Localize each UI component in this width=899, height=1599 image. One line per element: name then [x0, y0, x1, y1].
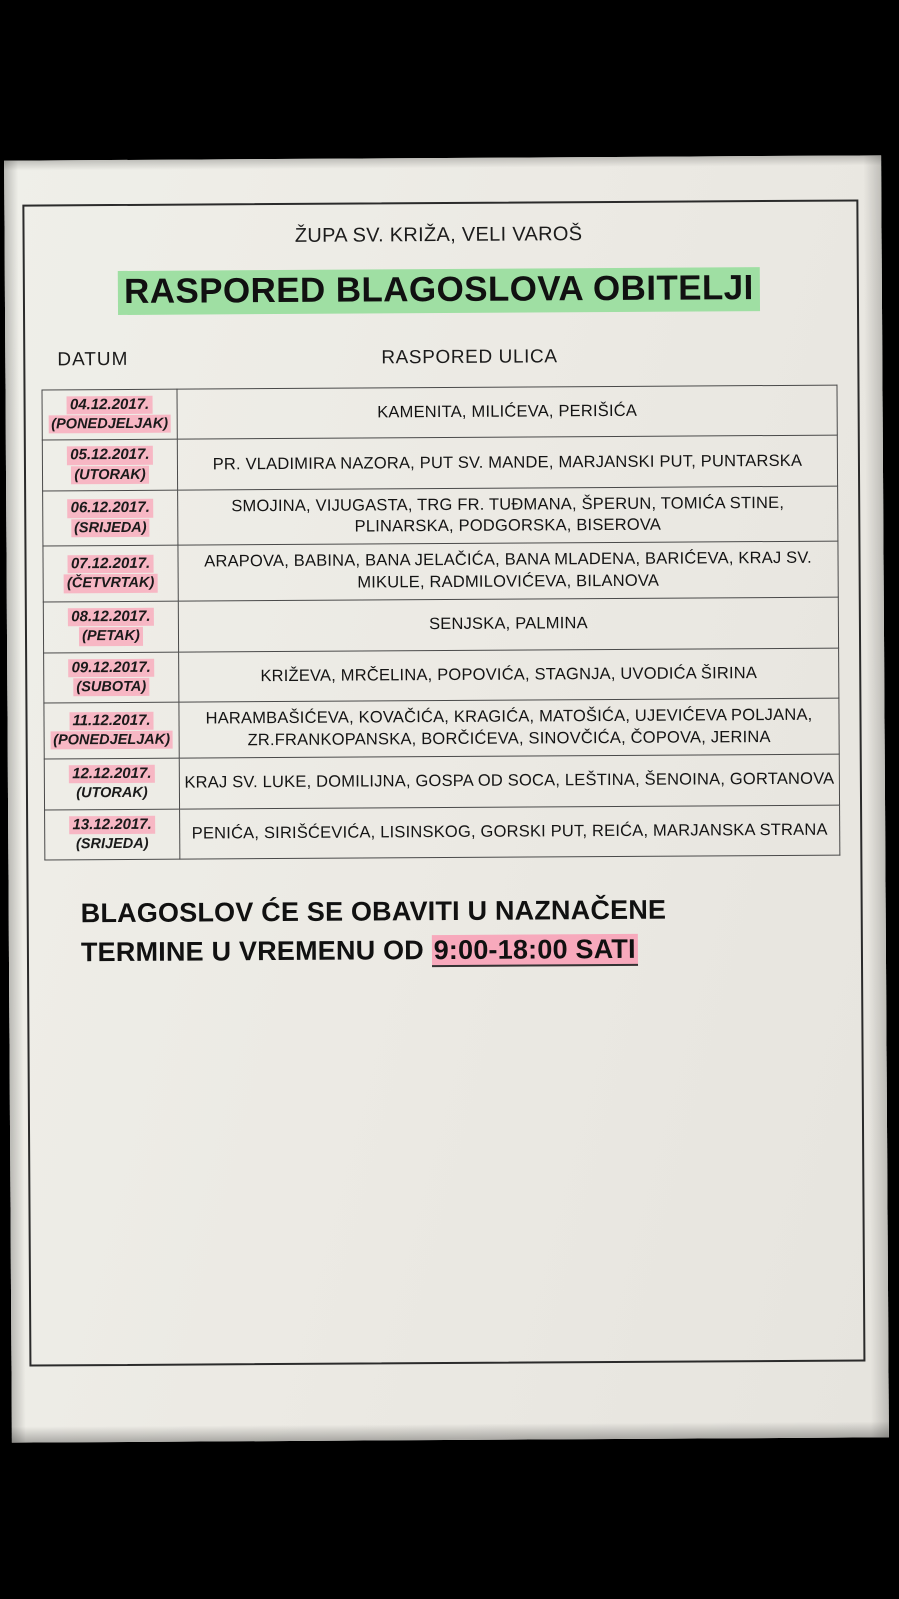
- streets-cell: KAMENITA, MILIĆEVA, PERIŠIĆA: [177, 385, 837, 440]
- date-value: 05.12.2017.: [67, 446, 152, 465]
- date-cell: [43, 546, 178, 602]
- date-cell: [43, 490, 178, 546]
- date-value: 08.12.2017.: [68, 607, 153, 626]
- weekday-value: (UTORAK): [71, 466, 149, 485]
- weekday-value: (SRIJEDA): [75, 836, 149, 853]
- table-row: [44, 699, 839, 759]
- parish-heading: ŽUPA SV. KRIŽA, VELI VAROŠ: [294, 223, 583, 247]
- weekday-value: (UTORAK): [76, 785, 148, 802]
- footer-line-2-prefix: TERMINE U VREMENU OD: [80, 934, 432, 967]
- streets-cell: PR. VLADIMIRA NAZORA, PUT SV. MANDE, MARJANSKI PUT, PUNTARSKA: [177, 435, 837, 490]
- column-header-date: DATUM: [57, 348, 129, 370]
- blessing-time-range: 9:00-18:00 SATI: [432, 934, 638, 967]
- date-cell: [42, 389, 177, 441]
- weekday-value: (SUBOTA): [73, 678, 149, 697]
- date-value: 04.12.2017.: [67, 395, 152, 414]
- date-value: 13.12.2017.: [69, 815, 154, 834]
- weekday-value: (SRIJEDA): [71, 519, 150, 538]
- date-cell: [43, 601, 178, 653]
- table-row: [42, 435, 837, 491]
- weekday-value: (ČETVRTAK): [64, 574, 157, 593]
- weekday-value: (PETAK): [79, 627, 143, 646]
- table-row: [43, 486, 838, 546]
- streets-cell: SENJSKA, PALMINA: [178, 597, 838, 652]
- date-value: 09.12.2017.: [69, 658, 154, 677]
- streets-cell: KRAJ SV. LUKE, DOMILIJNA, GOSPA OD SOCA, LEŠTINA, ŠENOINA, GORTANOVA: [179, 754, 839, 809]
- title-container: [25, 267, 853, 316]
- footer-note: [29, 890, 857, 972]
- document-body: [24, 202, 859, 1361]
- schedule-table: [41, 384, 840, 861]
- column-headers: [25, 336, 853, 385]
- table-row: [43, 542, 838, 602]
- streets-cell: ARAPOVA, BABINA, BANA JELAČIĆA, BANA MLADENA, BARIĆEVA, KRAJ SV. MIKULE, RADMILOVIĆEVA, BILANOVA: [178, 542, 838, 601]
- date-cell: [44, 652, 179, 704]
- date-cell: [44, 758, 179, 810]
- table-row: [44, 648, 839, 704]
- date-value: 06.12.2017.: [68, 499, 153, 518]
- date-cell: [42, 440, 177, 492]
- weekday-value: (PONEDJELJAK): [50, 731, 173, 750]
- date-value: 07.12.2017.: [68, 554, 153, 573]
- streets-cell: SMOJINA, VIJUGASTA, TRG FR. TUĐMANA, ŠPERUN, TOMIĆA STINE, PLINARSKA, PODGORSKA, BISEROVA: [178, 486, 838, 545]
- table-row: [45, 805, 840, 861]
- streets-cell: KRIŽEVA, MRČELINA, POPOVIĆA, STAGNJA, UVODIĆA ŠIRINA: [179, 648, 839, 703]
- table-row: [42, 385, 837, 441]
- table-row: [43, 597, 838, 653]
- footer-line-2: [81, 929, 805, 972]
- table-row: [44, 754, 839, 810]
- date-cell: [44, 703, 179, 759]
- page-title: RASPORED BLAGOSLOVA OBITELJI: [118, 267, 760, 314]
- date-cell: [45, 809, 180, 861]
- paper-sheet: [4, 155, 889, 1442]
- date-value: 11.12.2017.: [69, 711, 153, 730]
- weekday-value: (PONEDJELJAK): [48, 415, 171, 434]
- footer-line-1: BLAGOSLOV ĆE SE OBAVITI U NAZNAČENE: [80, 895, 667, 929]
- column-header-streets: RASPORED ULICA: [381, 345, 558, 368]
- streets-cell: HARAMBAŠIĆEVA, KOVAČIĆA, KRAGIĆA, MATOŠIĆA, UJEVIĆEVA POLJANA, ZR.FRANKOPANSKA, BORČIĆEVA, SINOVČIĆA, ČOPOVA, JERINA: [179, 699, 839, 758]
- date-value: 12.12.2017.: [69, 764, 154, 783]
- streets-cell: PENIĆA, SIRIŠĆEVIĆA, LISINSKOG, GORSKI PUT, REIĆA, MARJANSKA STRANA: [180, 805, 840, 860]
